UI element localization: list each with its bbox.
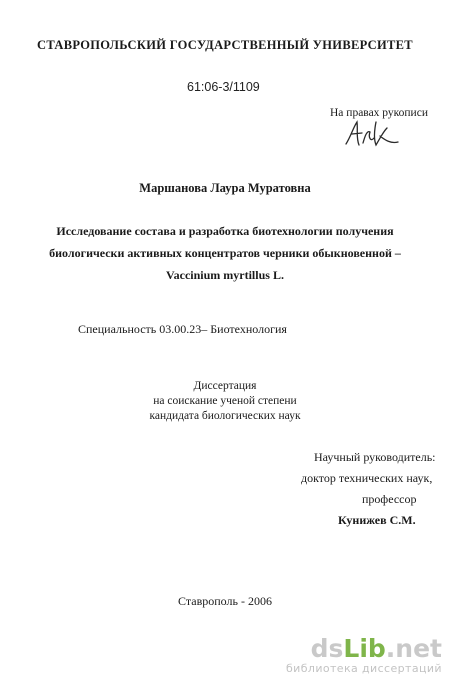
dissertation-degree-purpose: на соискание ученой степени [153,395,297,407]
supervisor-rank: профессор [362,492,417,506]
document-number: 61:06-3/1109 [187,80,260,94]
dissertation-label: Диссертация [193,380,257,392]
supervisor-degree: доктор технических наук, [301,471,433,485]
dslib-watermark [286,636,442,675]
title-line-2: биологически активных концентратов черники обыкновенной – [49,246,401,260]
author-name: Маршанова Лаура Муратовна [139,181,311,195]
watermark-subtitle: библиотека диссертаций [285,662,442,675]
city-year: Ставрополь - 2006 [178,594,272,608]
rights-note: На правах рукописи [330,107,428,119]
signature-icon [343,118,401,150]
supervisor-label: Научный руководитель: [314,450,436,464]
title-line-1: Исследование состава и разработка биотехнологии получения [56,224,394,238]
specialty: Специальность 03.00.23– Биотехнология [78,322,287,336]
dissertation-degree: кандидата биологических наук [149,410,301,422]
title-line-3: Vaccinium myrtillus L. [166,268,284,282]
supervisor-name: Кунижев С.М. [338,513,416,527]
university-name: СТАВРОПОЛЬСКИЙ ГОСУДАРСТВЕННЫЙ УНИВЕРСИТЕТ [37,38,413,52]
dslib-logo: dsLib.net [310,634,442,663]
